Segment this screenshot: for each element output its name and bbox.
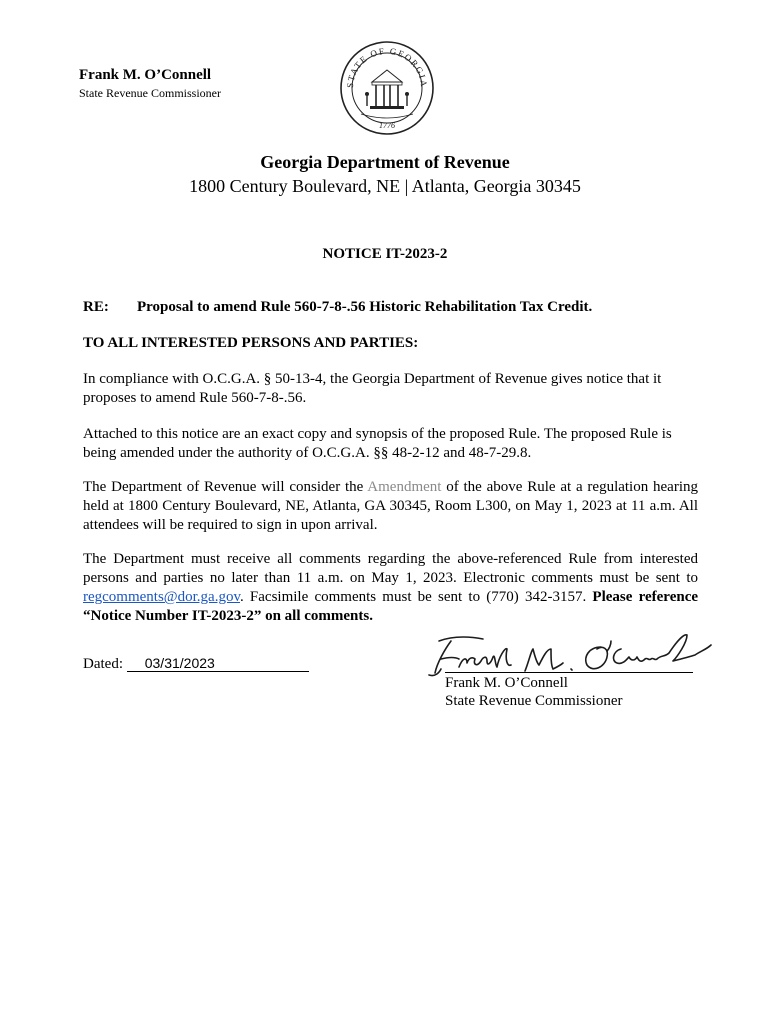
paragraph-comments (83, 550, 698, 626)
re-line (83, 298, 592, 316)
re-subject: Proposal to amend Rule 560-7-8-.56 Historic Rehabilitation Tax Credit. (137, 299, 593, 315)
amendment-link[interactable]: Amendment (367, 479, 442, 495)
comments-text-start: The Department must receive all comments regarding the above-referenced Rule from interested persons and parties no later than 11 a.m. on May 1, 2023. Electronic comments must be sent to (83, 551, 698, 586)
comments-text-middle: . Facsimile comments must be sent to (770) 342-3157. (239, 589, 593, 605)
signer-block (445, 674, 622, 710)
signer-name: Frank M. O’Connell (445, 675, 568, 691)
commissioner-name: Frank M. O’Connell (79, 67, 212, 83)
paragraph-compliance: In compliance with O.C.G.A. § 50-13-4, the Georgia Department of Revenue gives notice that it proposes to amend Rule 560-7-8-.56. (83, 371, 662, 406)
dated-label: Dated: (83, 656, 123, 672)
commissioner-title: State Revenue Commissioner (79, 86, 221, 100)
reference-instruction: Please reference “Notice Number IT-2023-2” on all comments. (83, 589, 699, 624)
seal-ring-text: STATE OF GEORGIA (344, 45, 430, 89)
signer-title: State Revenue Commissioner (445, 693, 623, 709)
salutation: TO ALL INTERESTED PERSONS AND PARTIES: (83, 335, 419, 351)
dated-line (83, 655, 309, 673)
seal-year: 1776 (379, 121, 395, 130)
agency-address: 1800 Century Boulevard, NE | Atlanta, Georgia 30345 (189, 176, 581, 196)
dated-value-field[interactable]: 03/31/2023 (127, 656, 309, 672)
agency-heading (0, 151, 770, 197)
agency-name: Georgia Department of Revenue (260, 152, 510, 172)
paragraph-hearing (83, 478, 698, 535)
hearing-text-end: of the above Rule at a regulation hearing held at 1800 Century Boulevard, NE, Atlanta, GA 30345, Room L300, on May 1, 2023 at 11 a.m. All attendees will be required to sign in upon arrival. (83, 479, 698, 533)
paragraph-authority: Attached to this notice are an exact copy and synopsis of the proposed Rule. The proposed Rule is being amended under the authority of O.C.G.A. §§ 48-2-12 and 48-7-29.8. (83, 426, 672, 461)
hearing-text-start: The Department of Revenue will consider the (83, 479, 368, 495)
letterhead-commissioner (79, 66, 221, 101)
re-label: RE: (83, 299, 109, 315)
georgia-state-seal-icon (339, 40, 435, 136)
signature-line (445, 672, 693, 673)
notice-number: NOTICE IT-2023-2 (322, 246, 448, 262)
email-link[interactable]: regcomments@dor.ga.gov (83, 589, 240, 605)
